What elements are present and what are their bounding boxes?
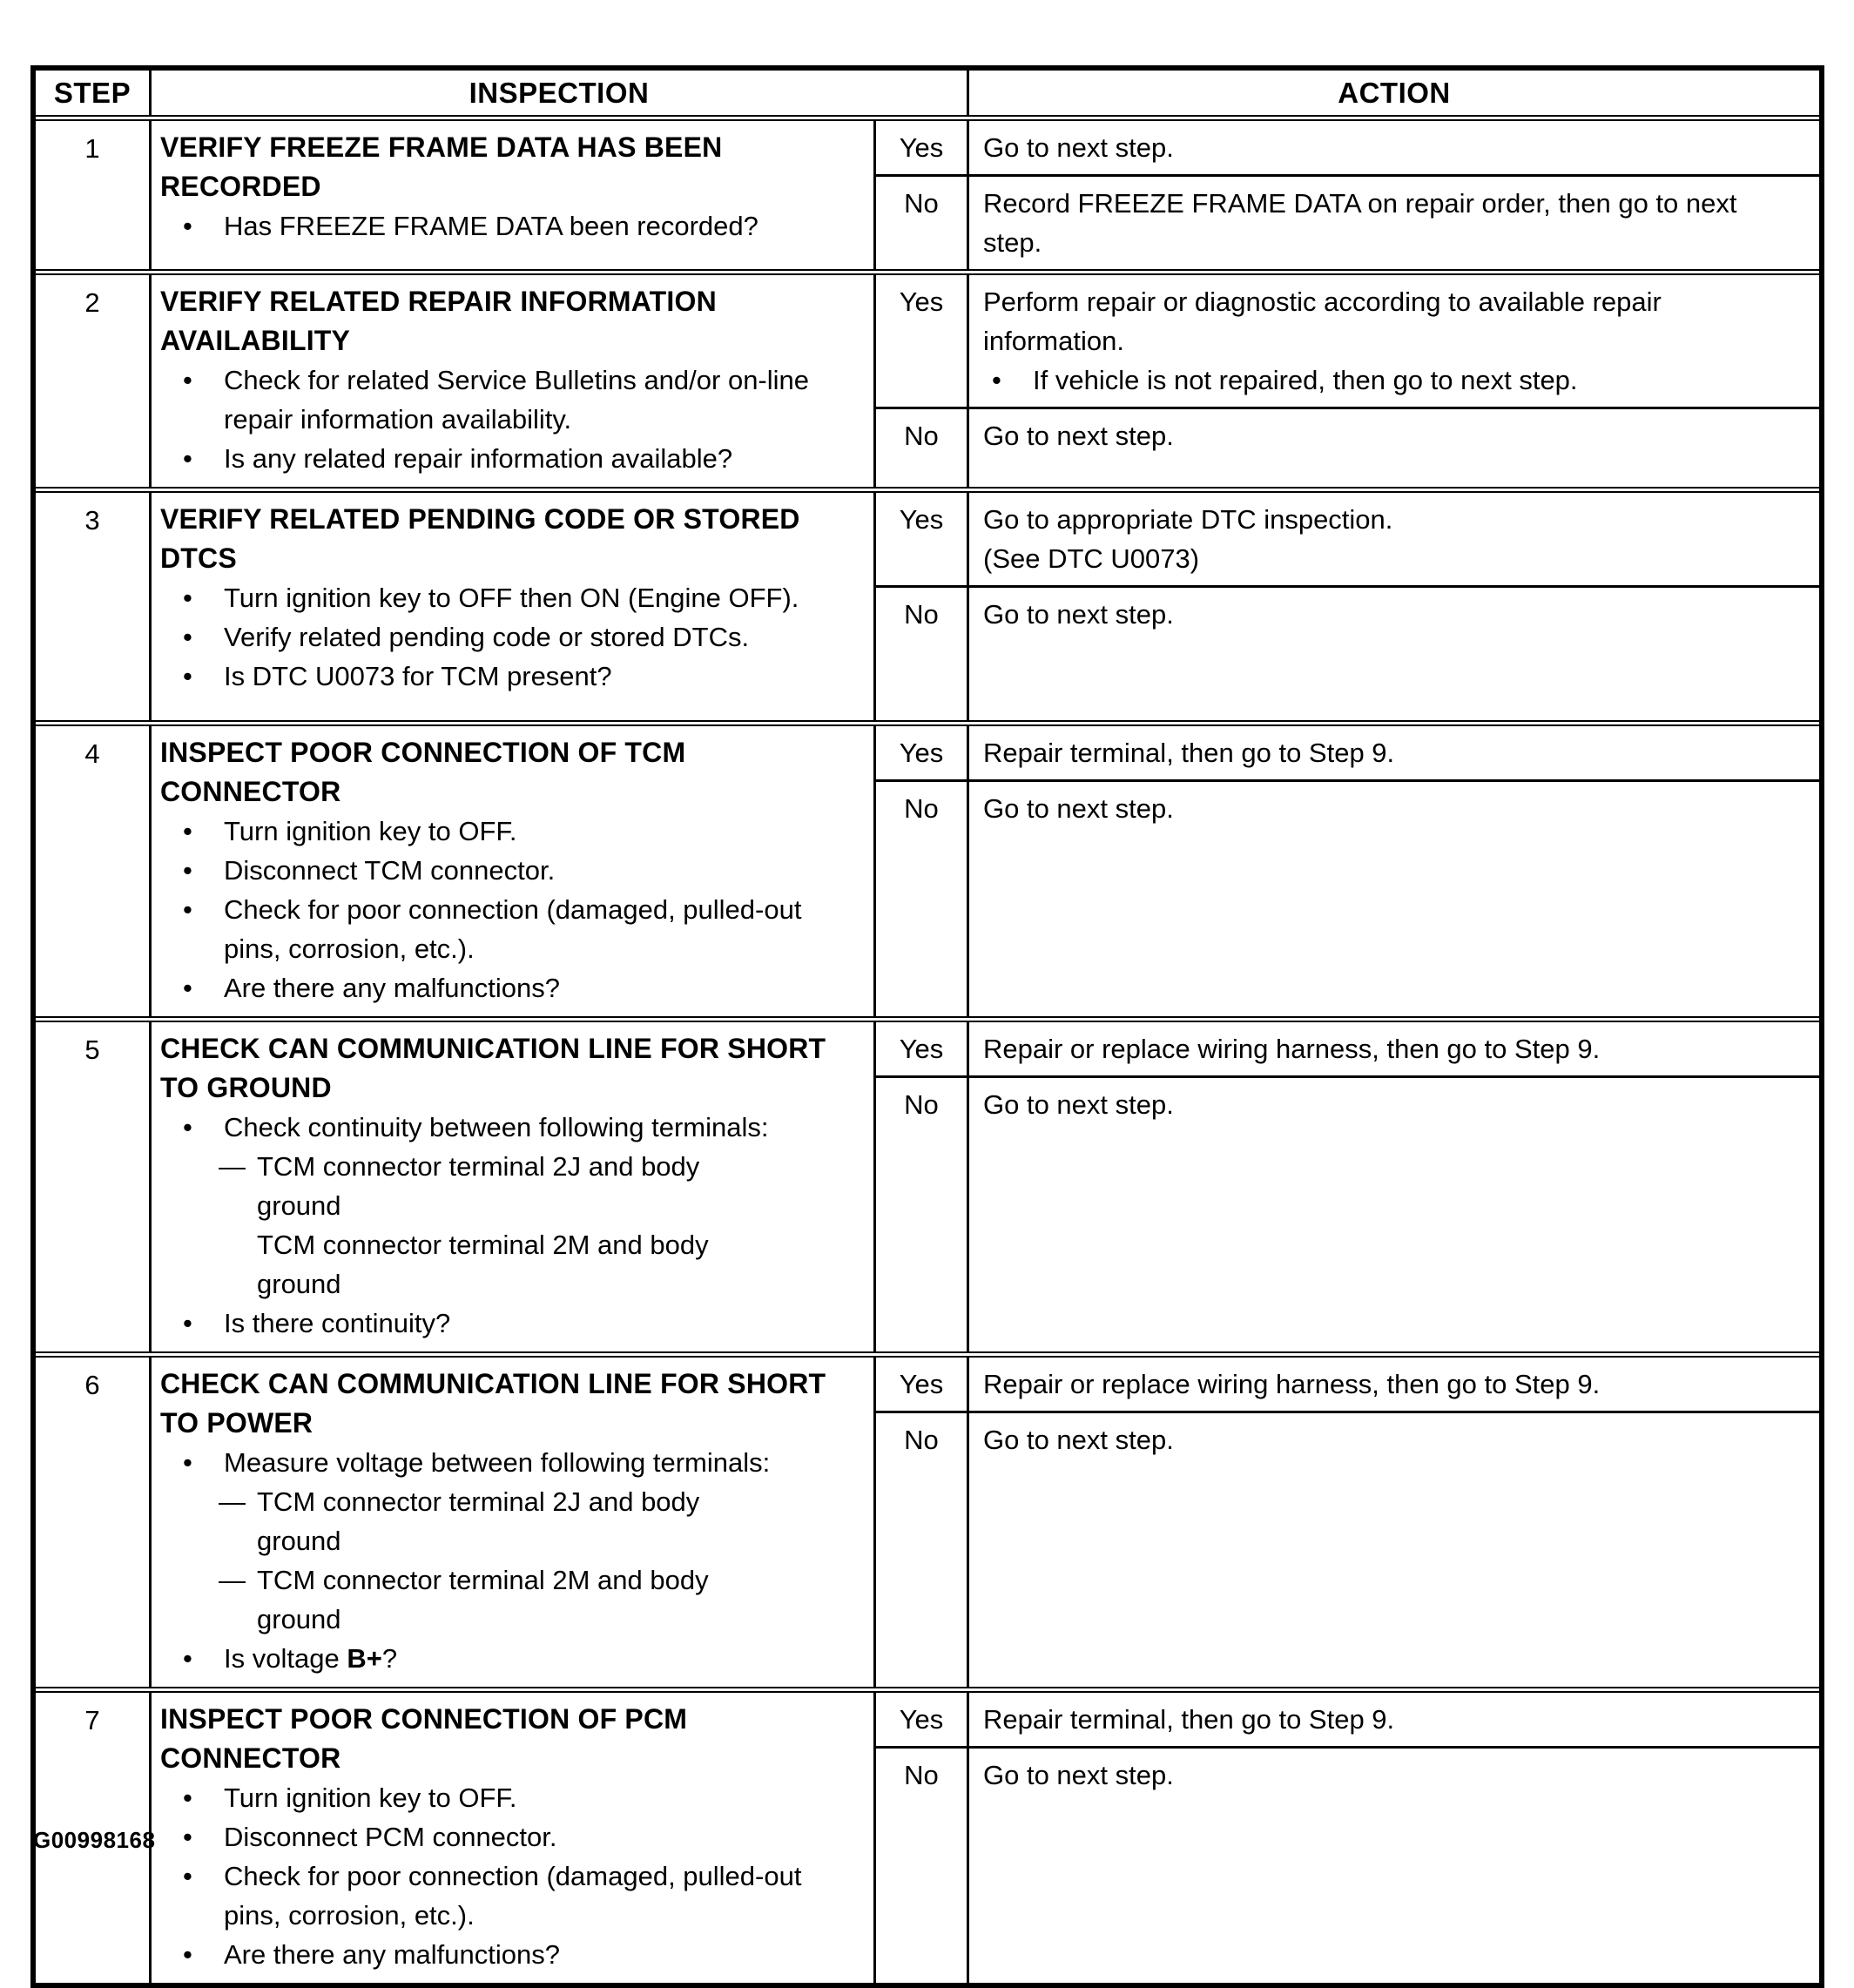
answer-cell (876, 275, 969, 407)
inspection-items (160, 361, 866, 478)
inspection-item (160, 439, 866, 478)
action-subrows (876, 1022, 1819, 1351)
step-number: 1 (84, 133, 100, 164)
answer-cell (876, 1022, 969, 1075)
inspection-cell (152, 1358, 876, 1687)
answer-cell (876, 782, 969, 1016)
inspection-item-text: Check for related Service Bulletins and/or on-line repair information availability. (224, 365, 810, 435)
inspection-item-text: Is any related repair information available? (224, 443, 733, 474)
step-number: 5 (84, 1034, 100, 1065)
inspection-item (160, 1935, 866, 1974)
inspection-cell (152, 1022, 876, 1351)
action-line: Repair or replace wiring harness, then go to Step 9. (983, 1369, 1601, 1399)
action-cell (969, 1358, 1819, 1411)
bullet-icon: • (183, 973, 192, 1003)
step-row (36, 1693, 1819, 1983)
inspection-item (160, 1778, 866, 1817)
action-cell (969, 782, 1819, 1016)
answer-label: Yes (899, 1704, 944, 1735)
inspection-items (160, 1443, 866, 1678)
inspection-item (160, 1639, 866, 1678)
table-header (36, 71, 1819, 121)
bullet-icon: • (183, 622, 192, 652)
answer-label: Yes (899, 504, 944, 535)
inspection-item-text: Disconnect PCM connector. (224, 1822, 557, 1852)
step-cell (36, 493, 152, 720)
inspection-title: VERIFY FREEZE FRAME DATA HAS BEEN RECORDED (160, 131, 723, 202)
step-cell (36, 1022, 152, 1351)
answer-label: No (904, 1760, 939, 1790)
inspection-item-text: Check for poor connection (damaged, pulled-out pins, corrosion, etc.). (224, 1861, 802, 1931)
action-cell (969, 121, 1819, 174)
inspection-item-text: Turn ignition key to OFF. (224, 816, 517, 846)
action-subrow (876, 779, 1819, 1016)
inspection-item (160, 1482, 866, 1560)
bullet-icon: • (183, 855, 192, 886)
action-line: Go to next step. (983, 1425, 1174, 1455)
inspection-item-text: TCM connector terminal 2J and body ground (257, 1151, 700, 1221)
inspection-item (160, 1147, 866, 1225)
inspection-item-text: Check for poor connection (damaged, pulled-out pins, corrosion, etc.). (224, 894, 802, 964)
inspection-item (160, 361, 866, 439)
figure-code: G00998168 (33, 1827, 156, 1853)
action-subrows (876, 726, 1819, 1016)
action-subrow (876, 174, 1819, 269)
step-number: 4 (84, 738, 100, 769)
inspection-title: CHECK CAN COMMUNICATION LINE FOR SHORT TO POWER (160, 1368, 826, 1439)
inspection-item-text: Are there any malfunctions? (224, 973, 560, 1003)
bullet-icon: • (183, 1939, 192, 1970)
bullet-icon: • (183, 816, 192, 846)
action-subrow (876, 726, 1819, 779)
action-subrow (876, 585, 1819, 720)
inspection-item (160, 1225, 866, 1304)
step-number: 6 (84, 1370, 100, 1400)
bullet-icon: • (183, 1822, 192, 1852)
action-cell (969, 1693, 1819, 1746)
action-subrows (876, 121, 1819, 269)
header-cell-action: ACTION (1338, 76, 1451, 109)
step-row (36, 726, 1819, 1022)
answer-label: No (904, 1089, 939, 1120)
dash-icon: — (219, 1486, 246, 1517)
answer-label: Yes (899, 738, 944, 768)
step-cell (36, 1358, 152, 1687)
answer-cell (876, 726, 969, 779)
answer-label: Yes (899, 132, 944, 163)
action-cell (969, 726, 1819, 779)
answer-label: Yes (899, 1369, 944, 1399)
action-subrow (876, 1358, 1819, 1411)
inspection-item (160, 1560, 866, 1639)
action-line: Go to next step. (983, 793, 1174, 824)
answer-cell (876, 409, 969, 487)
step-row (36, 121, 1819, 275)
inspection-item (160, 890, 866, 968)
inspection-items (160, 206, 866, 246)
answer-cell (876, 1358, 969, 1411)
answer-cell (876, 1413, 969, 1687)
inspection-item (983, 361, 1807, 400)
dash-icon: — (219, 1565, 246, 1595)
action-line: Perform repair or diagnostic according to available repair information. (983, 286, 1662, 356)
step-row (36, 493, 1819, 726)
action-subrow (876, 275, 1819, 407)
header-cell-inspection: INSPECTION (152, 71, 969, 115)
answer-label: No (904, 421, 939, 451)
action-cell (969, 1022, 1819, 1075)
action-line: Repair terminal, then go to Step 9. (983, 738, 1395, 768)
inspection-cell (152, 726, 876, 1016)
action-cell (969, 275, 1819, 407)
answer-cell (876, 177, 969, 269)
diagnostic-table (30, 65, 1824, 1988)
inspection-item-text: Check continuity between following terminals: (224, 1112, 769, 1142)
action-cell (969, 493, 1819, 585)
bullet-icon: • (183, 1643, 192, 1674)
bullet-icon: • (183, 1112, 192, 1142)
action-line: Go to next step. (983, 421, 1174, 451)
inspection-items (160, 1778, 866, 1974)
bullet-icon: • (183, 1447, 192, 1478)
action-subrow (876, 121, 1819, 174)
inspection-item-text: TCM connector terminal 2J and body ground (257, 1486, 700, 1556)
action-line: (See DTC U0073) (983, 543, 1200, 574)
step-number: 2 (84, 287, 100, 318)
bullet-icon: • (183, 583, 192, 613)
action-line: Record FREEZE FRAME DATA on repair order, then go to next step. (983, 188, 1737, 258)
inspection-item-text: Are there any malfunctions? (224, 1939, 560, 1970)
step-row (36, 275, 1819, 493)
action-line: Go to next step. (983, 132, 1174, 163)
answer-cell (876, 1693, 969, 1746)
answer-cell (876, 1078, 969, 1351)
step-cell (36, 275, 152, 487)
bullet-icon: • (183, 661, 192, 691)
inspection-item-text: Disconnect TCM connector. (224, 855, 556, 886)
action-line: Repair or replace wiring harness, then go to Step 9. (983, 1034, 1601, 1064)
action-line: Go to next step. (983, 1089, 1174, 1120)
inspection-item (160, 578, 866, 617)
bullet-icon: • (183, 365, 192, 395)
action-cell (969, 588, 1819, 720)
inspection-title: VERIFY RELATED REPAIR INFORMATION AVAILABILITY (160, 286, 717, 356)
inspection-item (160, 812, 866, 851)
inspection-item (160, 851, 866, 890)
action-cell (969, 1078, 1819, 1351)
action-subrow (876, 1075, 1819, 1351)
action-line: Go to next step. (983, 1760, 1174, 1790)
inspection-title: CHECK CAN COMMUNICATION LINE FOR SHORT TO GROUND (160, 1033, 826, 1103)
step-row (36, 1022, 1819, 1358)
step-cell (36, 121, 152, 269)
inspection-title: INSPECT POOR CONNECTION OF TCM CONNECTOR (160, 737, 686, 807)
inspection-item (160, 1108, 866, 1147)
inspection-item-text: Has FREEZE FRAME DATA been recorded? (224, 211, 758, 241)
action-subrow (876, 1693, 1819, 1746)
bullet-icon: • (183, 211, 192, 241)
action-subrow (876, 1411, 1819, 1687)
inspection-items (160, 812, 866, 1007)
inspection-item (160, 968, 866, 1007)
bullet-icon: • (992, 365, 1001, 395)
header-cell-step: STEP (36, 71, 152, 115)
answer-cell (876, 1749, 969, 1983)
inspection-item-text: TCM connector terminal 2M and body ground (257, 1230, 709, 1299)
answer-cell (876, 588, 969, 720)
action-subrows (876, 1693, 1819, 1983)
inspection-items (160, 1108, 866, 1343)
bullet-icon: • (183, 1782, 192, 1813)
answer-cell (876, 121, 969, 174)
action-line: Go to next step. (983, 599, 1174, 630)
inspection-item-text: Is DTC U0073 for TCM present? (224, 661, 612, 691)
action-subrow (876, 1022, 1819, 1075)
answer-cell (876, 493, 969, 585)
action-subrow (876, 493, 1819, 585)
inspection-item (160, 1817, 866, 1857)
answer-label: No (904, 1425, 939, 1455)
answer-label: Yes (899, 286, 944, 317)
inspection-item-text: Measure voltage between following terminals: (224, 1447, 771, 1478)
bullet-icon: • (183, 443, 192, 474)
inspection-cell (152, 493, 876, 720)
dash-icon: — (219, 1151, 246, 1182)
inspection-item (160, 657, 866, 696)
inspection-items (160, 578, 866, 696)
answer-label: No (904, 793, 939, 824)
inspection-item (160, 206, 866, 246)
inspection-title: INSPECT POOR CONNECTION OF PCM CONNECTOR (160, 1703, 688, 1774)
action-subrow (876, 407, 1819, 487)
inspection-item (160, 1304, 866, 1343)
inspection-item (160, 1443, 866, 1482)
inspection-item-text: If vehicle is not repaired, then go to next step. (1033, 365, 1578, 395)
bullet-icon: • (183, 1308, 192, 1338)
answer-label: No (904, 188, 939, 219)
action-cell (969, 177, 1819, 269)
inspection-item-text: Turn ignition key to OFF. (224, 1782, 517, 1813)
step-row (36, 1358, 1819, 1693)
inspection-item-text: Is voltage B+? (224, 1643, 398, 1674)
action-subrows (876, 493, 1819, 720)
inspection-cell (152, 275, 876, 487)
step-cell (36, 726, 152, 1016)
inspection-item (160, 1857, 866, 1935)
inspection-item-text: Is there continuity? (224, 1308, 451, 1338)
action-cell (969, 1749, 1819, 1983)
action-subrow (876, 1746, 1819, 1983)
inspection-title: VERIFY RELATED PENDING CODE OR STORED DTCS (160, 503, 800, 574)
step-number: 7 (84, 1705, 100, 1735)
action-cell (969, 409, 1819, 487)
action-line: Go to appropriate DTC inspection. (983, 504, 1393, 535)
answer-label: No (904, 599, 939, 630)
action-subrows (876, 275, 1819, 487)
inspection-item (160, 617, 866, 657)
inspection-item-text: Turn ignition key to OFF then ON (Engine OFF). (224, 583, 799, 613)
answer-label: Yes (899, 1034, 944, 1064)
action-cell (969, 1413, 1819, 1687)
action-line: Repair terminal, then go to Step 9. (983, 1704, 1395, 1735)
inspection-cell (152, 121, 876, 269)
inspection-cell (152, 1693, 876, 1983)
bullet-icon: • (183, 1861, 192, 1891)
action-subrows (876, 1358, 1819, 1687)
inspection-item-text: Verify related pending code or stored DTCs. (224, 622, 750, 652)
bullet-icon: • (183, 894, 192, 925)
inspection-item-text: TCM connector terminal 2M and body ground (257, 1565, 709, 1634)
step-number: 3 (84, 505, 100, 536)
